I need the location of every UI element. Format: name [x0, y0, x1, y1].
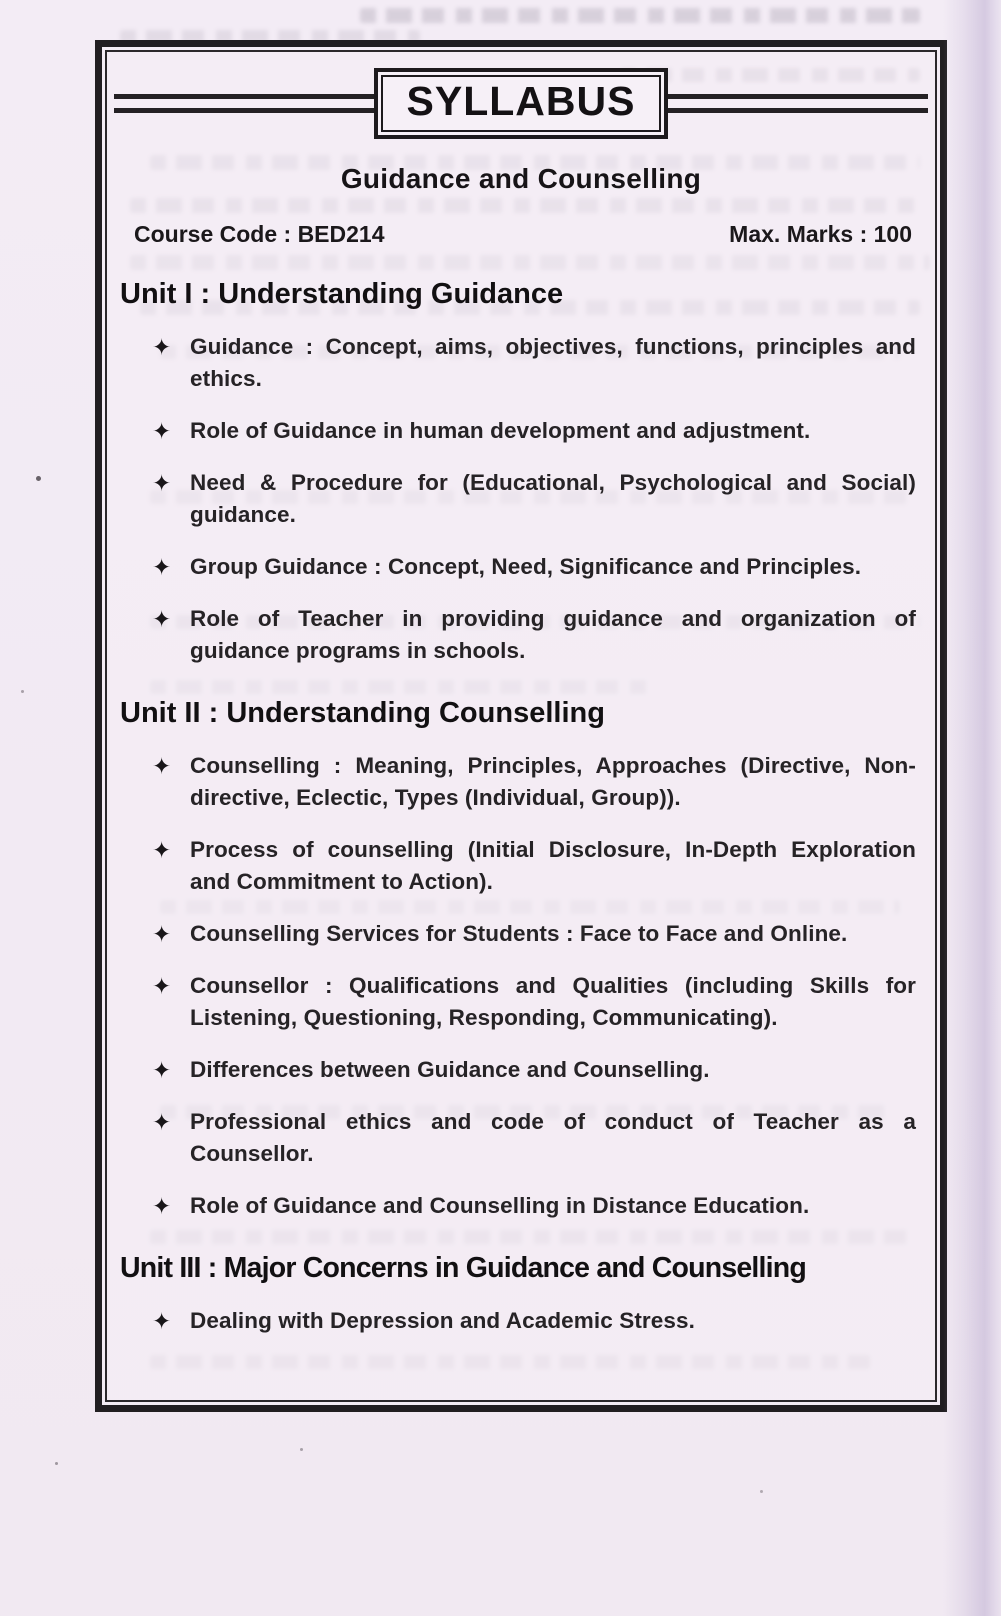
syllabus-item [114, 1054, 928, 1086]
scan-speck [36, 476, 41, 481]
syllabus-item [114, 467, 928, 531]
syllabus-item [114, 551, 928, 583]
star-bullet-icon: ✦ [152, 921, 172, 947]
star-bullet-icon: ✦ [152, 973, 172, 999]
syllabus-frame [95, 40, 947, 1412]
syllabus-item-text: Process of counselling (Initial Disclosure, In-Depth Exploration and Commitment to Action). [190, 837, 916, 894]
syllabus-item-text: Guidance : Concept, aims, objectives, functions, principles and ethics. [190, 334, 916, 391]
syllabus-banner-row [114, 65, 928, 141]
max-marks: Max. Marks : 100 [729, 221, 912, 247]
unit-heading: Unit III : Major Concerns in Guidance and Counselling [120, 1252, 806, 1284]
unit-section-2 [114, 697, 928, 1222]
syllabus-item [114, 750, 928, 814]
star-bullet-icon: ✦ [152, 1057, 172, 1083]
frame-content [114, 53, 928, 1399]
unit-heading: Unit I : Understanding Guidance [120, 278, 564, 310]
syllabus-item [114, 603, 928, 667]
course-meta-row [134, 221, 912, 248]
star-bullet-icon: ✦ [152, 1308, 172, 1334]
banner-rule-right [668, 94, 928, 113]
star-bullet-icon: ✦ [152, 606, 172, 632]
scan-speck [21, 690, 24, 693]
star-bullet-icon: ✦ [152, 753, 172, 779]
bleedthrough-ghost-text [360, 8, 920, 23]
course-code: Course Code : BED214 [134, 221, 385, 247]
syllabus-item-text: Role of Guidance and Counselling in Distance Education. [190, 1193, 810, 1218]
scan-speck [760, 1490, 763, 1493]
unit-section-3 [114, 1252, 928, 1337]
syllabus-item [114, 1190, 928, 1222]
syllabus-item-text: Need & Procedure for (Educational, Psychological and Social) guidance. [190, 470, 916, 527]
syllabus-item-text: Dealing with Depression and Academic Stress. [190, 1308, 695, 1333]
syllabus-item [114, 331, 928, 395]
syllabus-item-text: Professional ethics and code of conduct of Teacher as a Counsellor. [190, 1109, 916, 1166]
page-edge-shadow [943, 0, 1001, 1616]
syllabus-item [114, 415, 928, 447]
syllabus-item-text: Counsellor : Qualifications and Qualities (including Skills for Listening, Questioning, Responding, Communicating). [190, 973, 916, 1030]
syllabus-item-text: Counselling Services for Students : Face to Face and Online. [190, 921, 848, 946]
unit-section-1 [114, 278, 928, 667]
syllabus-item-text: Counselling : Meaning, Principles, Approaches (Directive, Non-directive, Eclectic, Types (Individual, Group)). [190, 753, 916, 810]
syllabus-item [114, 1106, 928, 1170]
syllabus-item [114, 834, 928, 898]
syllabus-item-text: Role of Guidance in human development and adjustment. [190, 418, 811, 443]
course-title: Guidance and Counselling [340, 163, 702, 194]
banner-rule-left [114, 94, 374, 113]
star-bullet-icon: ✦ [152, 470, 172, 496]
star-bullet-icon: ✦ [152, 554, 172, 580]
syllabus-banner [374, 68, 669, 139]
scan-speck [300, 1448, 303, 1451]
star-bullet-icon: ✦ [152, 837, 172, 863]
star-bullet-icon: ✦ [152, 1109, 172, 1135]
syllabus-banner-text: SYLLABUS [406, 77, 636, 124]
syllabus-item [114, 1305, 928, 1337]
star-bullet-icon: ✦ [152, 334, 172, 360]
syllabus-banner-inner-border [381, 75, 662, 132]
syllabus-item-text: Group Guidance : Concept, Need, Significance and Principles. [190, 554, 862, 579]
star-bullet-icon: ✦ [152, 418, 172, 444]
syllabus-item [114, 918, 928, 950]
syllabus-item-text: Differences between Guidance and Counselling. [190, 1057, 710, 1082]
unit-heading: Unit II : Understanding Counselling [120, 697, 605, 729]
syllabus-item-text: Role of Teacher in providing guidance and organization of guidance programs in schools. [190, 606, 916, 663]
syllabus-item [114, 970, 928, 1034]
scan-speck [55, 1462, 58, 1465]
star-bullet-icon: ✦ [152, 1193, 172, 1219]
